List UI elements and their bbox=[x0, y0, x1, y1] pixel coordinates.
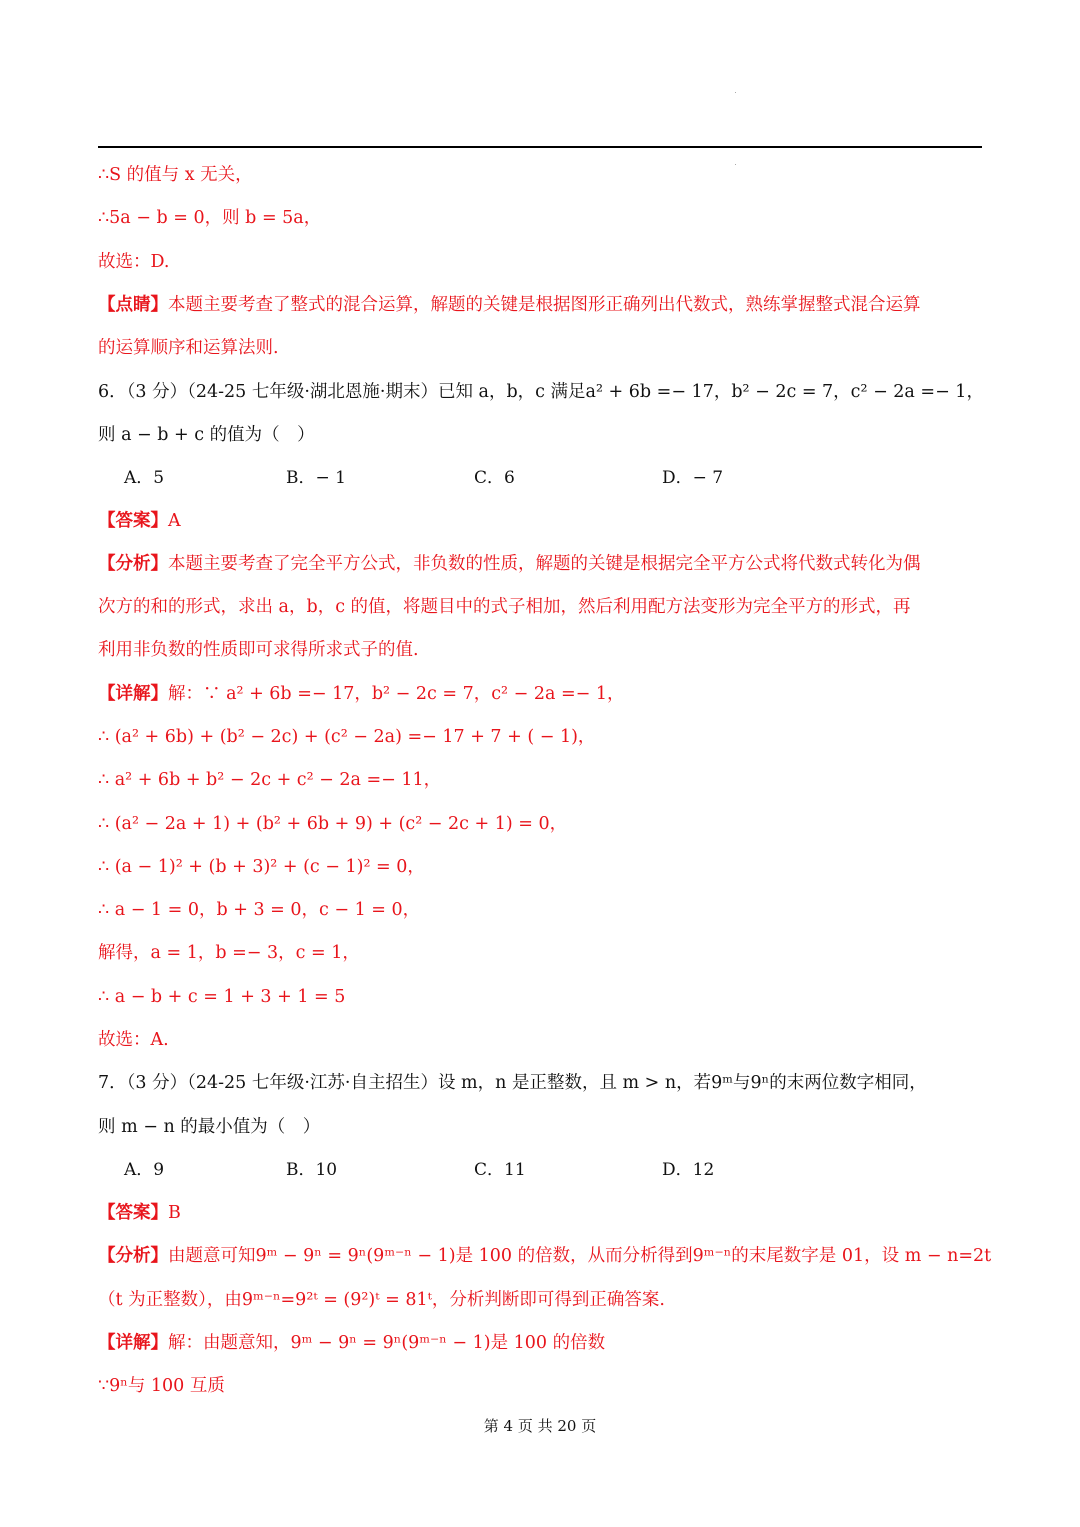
comment-tag: 【点睛】 bbox=[98, 295, 168, 315]
analysis-tag: 【分析】 bbox=[98, 554, 168, 574]
text-line: 故选：D. bbox=[98, 252, 170, 272]
analysis-text: 本题主要考查了完全平方公式，非负数的性质，解题的关键是根据完全平方公式将代数式转化为偶 bbox=[168, 554, 921, 574]
q6-choice-a: A．5 bbox=[124, 468, 165, 488]
answer-tag: 【答案】 bbox=[98, 511, 168, 531]
analysis-line bbox=[98, 552, 990, 576]
text-line: （t 为正整数），由9ᵐ⁻ⁿ=9²ᵗ = (9²)ᵗ = 81ᵗ，分析判断即可得到正确答案. bbox=[98, 1290, 665, 1310]
q6-choice-c: C．6 bbox=[474, 468, 515, 488]
answer-line bbox=[98, 509, 990, 533]
question-7-stem: 7．（3 分）（24-25 七年级·江苏·自主招生）设 m，n 是正整数，且 m > n，若9ᵐ与9ⁿ的末两位数字相同， bbox=[98, 1073, 927, 1093]
q6-choice-b: B．− 1 bbox=[286, 468, 346, 488]
question-6-stem: 6．（3 分）（24-25 七年级·湖北恩施·期末）已知 a，b，c 满足a² + 6b =− 17，b² − 2c = 7，c² − 2a =− 1， bbox=[98, 382, 984, 402]
q7-choice-b: B．10 bbox=[286, 1160, 338, 1180]
math-line: ∴ (a² − 2a + 1) + (b² + 6b + 9) + (c² − 2c + 1) = 0， bbox=[98, 814, 568, 834]
math-line: 解得，a = 1，b =− 3，c = 1， bbox=[98, 943, 360, 963]
text-line: ∴5a − b = 0，则 b = 5a， bbox=[98, 208, 322, 228]
comment-text: 本题主要考查了整式的混合运算，解题的关键是根据图形正确列出代数式，熟练掌握整式混合运算 bbox=[168, 295, 921, 315]
text-line: 的运算顺序和运算法则. bbox=[98, 338, 279, 358]
q7-choice-a: A．9 bbox=[124, 1160, 165, 1180]
analysis-line bbox=[98, 1244, 990, 1268]
speck bbox=[735, 92, 736, 93]
detail-line bbox=[98, 682, 990, 706]
answer-value: B bbox=[168, 1203, 181, 1223]
text-line: 次方的和的形式，求出 a，b，c 的值，将题目中的式子相加，然后利用配方法变形为完全平方的形式，再 bbox=[98, 597, 911, 617]
math-line: ∴ a² + 6b + b² − 2c + c² − 2a =− 11， bbox=[98, 770, 442, 790]
page-footer: 第 4 页 共 20 页 bbox=[483, 1417, 597, 1435]
comment-line bbox=[98, 293, 990, 317]
analysis-text: 由题意可知9ᵐ − 9ⁿ = 9ⁿ(9ᵐ⁻ⁿ − 1)是 100 的倍数，从而分析得到9ᵐ⁻ⁿ的末尾数字是 01，设 m − n=2t bbox=[168, 1246, 992, 1266]
question-6-stem-2: 则 a − b + c 的值为（ ） bbox=[98, 425, 315, 445]
detail-tag: 【详解】 bbox=[98, 684, 168, 704]
detail-line bbox=[98, 1331, 990, 1355]
q7-choice-d: D．12 bbox=[662, 1160, 715, 1180]
math-line: ∴ a − b + c = 1 + 3 + 1 = 5 bbox=[98, 987, 346, 1007]
math-line: ∴ (a² + 6b) + (b² − 2c) + (c² − 2a) =− 17 + 7 + ( − 1)， bbox=[98, 727, 596, 747]
text-line: 故选：A. bbox=[98, 1030, 169, 1050]
text-line: 利用非负数的性质即可求得所求式子的值. bbox=[98, 640, 419, 660]
answer-line bbox=[98, 1201, 990, 1225]
detail-text: 解：∵ a² + 6b =− 17，b² − 2c = 7，c² − 2a =− 1， bbox=[168, 684, 625, 704]
detail-tag: 【详解】 bbox=[98, 1333, 168, 1353]
math-line: ∴ (a − 1)² + (b + 3)² + (c − 1)² = 0， bbox=[98, 857, 425, 877]
analysis-tag: 【分析】 bbox=[98, 1246, 168, 1266]
header-rule bbox=[98, 146, 982, 148]
answer-tag: 【答案】 bbox=[98, 1203, 168, 1223]
text-line: ∴S 的值与 x 无关， bbox=[98, 165, 253, 185]
question-7-stem-2: 则 m − n 的最小值为（ ） bbox=[98, 1117, 321, 1137]
detail-text: 解：由题意知，9ᵐ − 9ⁿ = 9ⁿ(9ᵐ⁻ⁿ − 1)是 100 的倍数 bbox=[168, 1333, 606, 1353]
text-line: ∵9ⁿ与 100 互质 bbox=[98, 1376, 225, 1396]
answer-value: A bbox=[168, 511, 181, 531]
q7-choice-c: C．11 bbox=[474, 1160, 526, 1180]
q6-choice-d: D．− 7 bbox=[662, 468, 724, 488]
math-line: ∴ a − 1 = 0，b + 3 = 0，c − 1 = 0， bbox=[98, 900, 421, 920]
